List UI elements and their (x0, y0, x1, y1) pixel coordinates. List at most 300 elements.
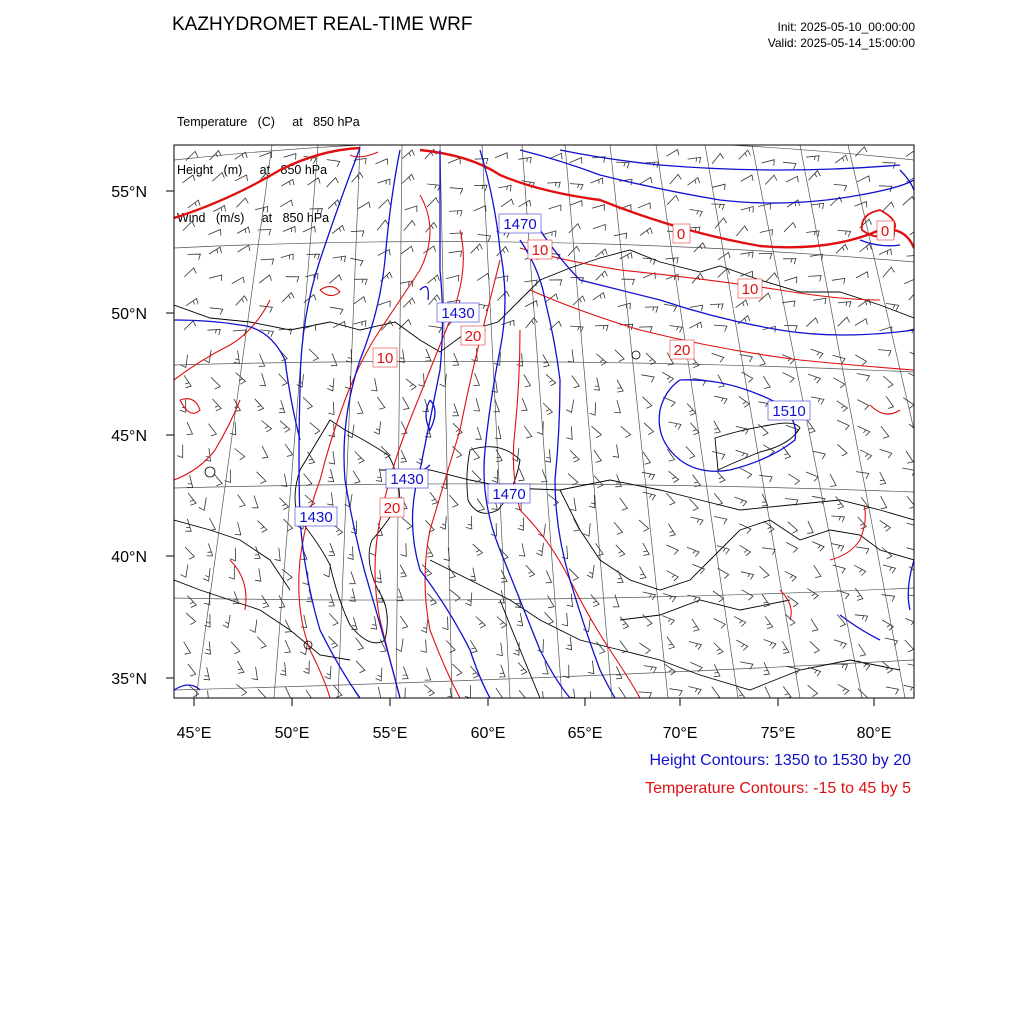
wind-barb (334, 685, 342, 697)
wind-barb (592, 426, 602, 438)
wind-barb (449, 495, 458, 507)
wind-barb (203, 691, 209, 704)
wind-barb (594, 378, 600, 391)
height-legend: Height Contours: 1350 to 1530 by 20 (649, 752, 911, 769)
wind-barb (642, 397, 651, 409)
wind-barb (584, 523, 591, 536)
wind-barb (613, 595, 619, 607)
wind-barb (401, 422, 407, 435)
wind-barb (185, 547, 194, 559)
wind-barb (573, 296, 585, 305)
wind-barb (309, 349, 318, 361)
wind-barb (400, 616, 407, 628)
wind-barb (595, 249, 607, 257)
wind-barb (262, 446, 268, 458)
wind-barb (666, 545, 678, 555)
wind-barb (402, 518, 412, 530)
wind-barb (855, 615, 868, 622)
wind-barb (497, 247, 509, 257)
wind-barb (640, 228, 652, 236)
wind-barb (669, 471, 679, 482)
map-markers (205, 351, 640, 649)
wind-barb (808, 667, 820, 676)
wind-barb (237, 227, 250, 233)
wind-barb (212, 173, 224, 182)
wind-barb (223, 615, 230, 628)
wind-barb (470, 640, 477, 652)
wind-barb (835, 155, 847, 163)
wind-barb (329, 451, 335, 464)
wind-barb (616, 162, 629, 168)
wind-barb (742, 372, 753, 382)
wind-barb (716, 471, 725, 483)
wind-barb (183, 175, 195, 183)
wind-barb (714, 643, 723, 655)
height-contour-labels (295, 214, 810, 526)
wind-barb (427, 593, 436, 605)
wind-barb (396, 639, 403, 652)
wind-barb (563, 665, 569, 678)
wind-barb (333, 322, 345, 328)
wind-barb (279, 498, 288, 510)
wind-barb (475, 427, 481, 439)
wind-barb (204, 667, 210, 680)
map-plot-area (174, 140, 922, 704)
wind-barb (689, 499, 698, 511)
wind-barb (905, 619, 917, 628)
temperature-label: 0 (676, 226, 686, 243)
wind-barb (806, 472, 818, 481)
wind-barb (910, 227, 922, 235)
wind-barb (429, 326, 442, 333)
wind-barb (762, 494, 768, 506)
wind-barb (689, 642, 702, 650)
wind-barb (177, 445, 183, 458)
wind-barb (811, 619, 818, 631)
lon-label-45: 45°E (176, 725, 212, 742)
wind-barb (666, 150, 678, 157)
height-label: 1430 (441, 305, 475, 322)
wind-barb (810, 641, 820, 653)
height-label: 1430 (390, 471, 424, 488)
wind-barb (759, 253, 772, 259)
wind-barb (279, 374, 288, 386)
wind-barb (620, 498, 628, 510)
wind-barb (859, 244, 871, 252)
wind-barb (712, 154, 723, 164)
wind-barb (474, 185, 487, 191)
wind-barb (740, 252, 753, 258)
wind-barb (572, 376, 580, 388)
wind-barb (184, 321, 196, 330)
wind-barb (859, 644, 866, 656)
wind-barb (471, 244, 483, 253)
wind-barb (814, 565, 821, 577)
wind-barb (549, 280, 562, 286)
wind-barb (231, 642, 240, 654)
wind-barb (518, 517, 524, 530)
wind-barb (860, 450, 872, 460)
wind-barb (613, 445, 619, 458)
wind-barb (765, 175, 777, 184)
wind-barb (909, 290, 921, 300)
wind-barb (857, 176, 870, 182)
wind-barb (209, 424, 217, 436)
wind-barb (687, 547, 699, 556)
wind-barb (448, 158, 460, 164)
wind-barb (213, 206, 225, 212)
wind-barb (209, 518, 215, 530)
wind-barb (209, 275, 222, 281)
wind-barb (236, 684, 246, 695)
wind-barb (881, 496, 887, 509)
wind-barb (690, 209, 703, 216)
wind-barb (838, 230, 851, 237)
wind-barb (259, 152, 271, 158)
wind-barb (667, 637, 675, 649)
wind-barb (186, 299, 198, 306)
wind-barb (329, 543, 335, 555)
wind-barb (495, 153, 507, 159)
wind-barb (404, 221, 416, 231)
wind-barb (785, 571, 797, 581)
wind-barb (786, 542, 798, 552)
wind-barb (616, 545, 625, 557)
wind-barb (493, 400, 499, 412)
wind-barb (452, 664, 462, 676)
wind-barb (376, 668, 382, 681)
wind-barb (809, 171, 821, 181)
wind-barb (406, 379, 416, 390)
wind-barb (536, 543, 543, 556)
wind-barb (595, 325, 608, 331)
lat-label-40: 40°N (111, 549, 147, 566)
wind-barb (593, 293, 605, 301)
wind-barb (250, 620, 257, 633)
wind-barb (566, 426, 572, 439)
wind-barb (327, 178, 339, 187)
wind-barb (639, 520, 649, 532)
wind-barb (310, 423, 320, 435)
wind-barb (280, 200, 292, 207)
wind-barb (857, 374, 870, 382)
wind-barb (882, 595, 895, 602)
wind-barb (765, 686, 771, 698)
wind-barb (588, 661, 594, 674)
wind-barb (906, 255, 919, 261)
wind-barb (495, 426, 501, 439)
wind-barb (496, 449, 502, 461)
wind-barb (496, 688, 503, 700)
wind-barb (379, 200, 391, 209)
wind-barb (783, 259, 796, 265)
wind-barb (354, 279, 367, 285)
wind-barb (351, 231, 364, 237)
wind-barb (570, 326, 583, 332)
wind-barb (358, 202, 370, 209)
temperature-label: 20 (383, 500, 401, 517)
wind-barb (425, 349, 431, 361)
wind-barb (465, 685, 471, 698)
wind-barb (570, 201, 582, 207)
wind-barb (543, 231, 556, 237)
wind-barb (378, 179, 390, 185)
wind-barb (715, 218, 727, 228)
wind-barb (812, 542, 824, 552)
wind-barb (569, 224, 581, 233)
wind-barb (332, 225, 344, 233)
temperature-label: 10 (741, 281, 759, 298)
wind-barb (188, 493, 196, 505)
lat-label-35: 35°N (111, 671, 147, 688)
wind-barb (519, 543, 525, 556)
wind-barb (225, 470, 231, 483)
wind-barb (357, 401, 363, 413)
wind-barb (328, 469, 334, 482)
temperature-label: 20 (673, 342, 691, 359)
wind-barb (453, 353, 459, 365)
wind-barb (855, 355, 866, 366)
wind-barb (643, 666, 656, 673)
wind-barb (352, 173, 364, 183)
height-label: 1510 (772, 403, 806, 420)
wind-barb (711, 204, 724, 210)
wind-barb (902, 468, 915, 476)
wind-barb (831, 516, 844, 522)
wind-barb (689, 322, 702, 328)
wind-barb (353, 321, 366, 327)
wind-barb (837, 420, 849, 430)
wind-barb (440, 516, 447, 529)
wind-barb (521, 398, 527, 410)
wind-barb (402, 667, 408, 679)
wind-barb (592, 205, 605, 211)
wind-barb (549, 205, 561, 211)
lon-label-65: 65°E (567, 725, 603, 742)
wind-barb (466, 516, 472, 529)
wind-barb (259, 275, 271, 283)
wind-barb (836, 244, 848, 253)
wind-barb (526, 565, 535, 577)
wind-barb (236, 198, 248, 207)
wind-barb (883, 376, 893, 388)
wind-barb (349, 589, 355, 602)
wind-barb (474, 398, 480, 411)
wind-barb (621, 279, 634, 285)
wind-barb (714, 421, 721, 433)
wind-barb (371, 616, 377, 629)
wind-barb (356, 638, 364, 650)
wind-barb (640, 177, 652, 184)
wind-barb (618, 303, 631, 309)
wind-barb (449, 211, 462, 217)
wind-barb (453, 404, 459, 416)
wind-barb (211, 377, 220, 389)
wind-barb (590, 402, 596, 415)
wind-barb (907, 523, 920, 532)
wind-barb (880, 520, 891, 531)
valid-time: Valid: 2025-05-14_15:00:00 (767, 36, 915, 50)
wind-barb (614, 233, 627, 239)
wind-barb (235, 449, 245, 460)
wind-barb (837, 401, 848, 412)
wind-barb (718, 375, 724, 387)
wind-barb (284, 640, 290, 652)
wind-barb (667, 195, 679, 204)
temperature-label: 0 (880, 223, 890, 240)
wind-barb (401, 450, 407, 462)
wind-barb (736, 640, 747, 650)
wind-barb (569, 569, 578, 581)
wind-barb (543, 403, 552, 415)
wind-barb (492, 470, 498, 483)
wind-barb (526, 318, 538, 328)
wind-barb (308, 178, 320, 185)
wind-barb (741, 207, 754, 213)
wind-barb (713, 591, 724, 602)
wind-barb (349, 571, 355, 583)
wind-barb (497, 291, 509, 300)
wind-barb (837, 444, 847, 456)
wind-barb (355, 452, 364, 464)
wind-barb (356, 661, 365, 673)
wind-barb (764, 521, 774, 532)
wind-barb (714, 517, 727, 525)
wind-barb (858, 426, 870, 436)
wind-barb (904, 279, 916, 285)
wind-barb (476, 617, 486, 629)
wind-barb (234, 351, 240, 364)
wind-barb (199, 498, 207, 511)
wind-barb (427, 545, 433, 557)
wind-barb (258, 689, 267, 701)
wind-barb (442, 617, 448, 630)
wind-barb (255, 568, 261, 581)
wind-barb (238, 245, 250, 252)
wind-barb (401, 543, 407, 556)
wind-barb (331, 353, 337, 365)
wind-barb (545, 449, 551, 462)
wind-barb (736, 300, 748, 308)
wind-barb (832, 278, 845, 284)
wind-barb (235, 175, 247, 181)
wind-barb (643, 543, 650, 555)
wind-barb (570, 498, 576, 511)
wind-barb (665, 664, 676, 675)
wind-barb (855, 319, 867, 326)
wind-barb (908, 595, 921, 602)
wind-barb (735, 497, 747, 506)
wind-barb (879, 249, 891, 255)
wind-barb (688, 687, 701, 695)
wind-barb (375, 570, 381, 583)
wind-barb (806, 318, 818, 327)
wind-barb (670, 174, 682, 184)
wind-barb (374, 421, 381, 434)
wind-barb (736, 226, 747, 236)
wind-barb (718, 268, 730, 277)
wind-barb (209, 230, 221, 236)
wind-barb (205, 641, 211, 654)
wind-barb (759, 475, 772, 482)
wind-barbs (177, 147, 922, 705)
wind-barb (641, 375, 654, 383)
wind-barb (834, 184, 847, 191)
wind-barb (570, 450, 579, 462)
wind-barb (640, 566, 646, 578)
lon-label-50: 50°E (274, 725, 310, 742)
wind-barb (714, 619, 726, 629)
wind-barb (666, 493, 675, 505)
wind-barb (638, 692, 651, 698)
wind-barb (594, 450, 601, 462)
wind-barb (616, 666, 622, 679)
wind-barb (596, 354, 606, 365)
wind-barb (286, 277, 299, 283)
wind-barb (833, 355, 846, 363)
wind-barb (591, 594, 600, 606)
wind-barb (325, 666, 331, 679)
wind-barb (517, 613, 523, 626)
wind-barb (566, 400, 574, 413)
lon-label-55: 55°E (372, 725, 408, 742)
wind-barb (548, 595, 555, 607)
height-label: 1470 (492, 486, 526, 503)
wind-barb (760, 230, 773, 236)
wind-barb (905, 640, 914, 652)
wind-barb (230, 548, 236, 561)
wind-barb (880, 449, 892, 458)
wind-barb (381, 446, 390, 458)
wind-barb (662, 372, 673, 383)
wind-barb (838, 684, 849, 694)
wind-barb (499, 665, 505, 677)
wind-barb (212, 399, 221, 411)
wind-barb (187, 254, 200, 260)
lon-label-70: 70°E (662, 725, 698, 742)
wind-barb (187, 422, 193, 434)
wind-barb (306, 690, 314, 702)
wind-barb (350, 258, 363, 266)
wind-barb (329, 275, 341, 284)
wind-barb (425, 668, 431, 680)
wind-barb (184, 268, 196, 277)
wind-barb (811, 203, 824, 209)
wind-barb (783, 162, 796, 169)
wind-barb (760, 566, 770, 578)
wind-barb (764, 640, 776, 649)
wind-barb (811, 349, 823, 358)
wind-barb (330, 307, 343, 314)
wind-barb (836, 496, 844, 508)
wind-barb (692, 619, 699, 631)
wind-barb (427, 198, 439, 207)
wind-barb (668, 524, 675, 536)
wind-barb (643, 592, 656, 600)
wind-barb (446, 688, 452, 701)
wind-barb (639, 643, 650, 654)
wind-barb (229, 566, 235, 579)
wind-barb (569, 689, 575, 702)
wind-barb (886, 396, 894, 408)
wind-barb (328, 402, 334, 415)
wind-barb (548, 494, 558, 505)
wind-barb (257, 637, 266, 649)
wind-barb (567, 594, 573, 607)
wind-barb (309, 209, 322, 215)
field-temperature: Temperature (C) at 850 hPa (177, 115, 360, 129)
wind-barb (638, 203, 650, 209)
